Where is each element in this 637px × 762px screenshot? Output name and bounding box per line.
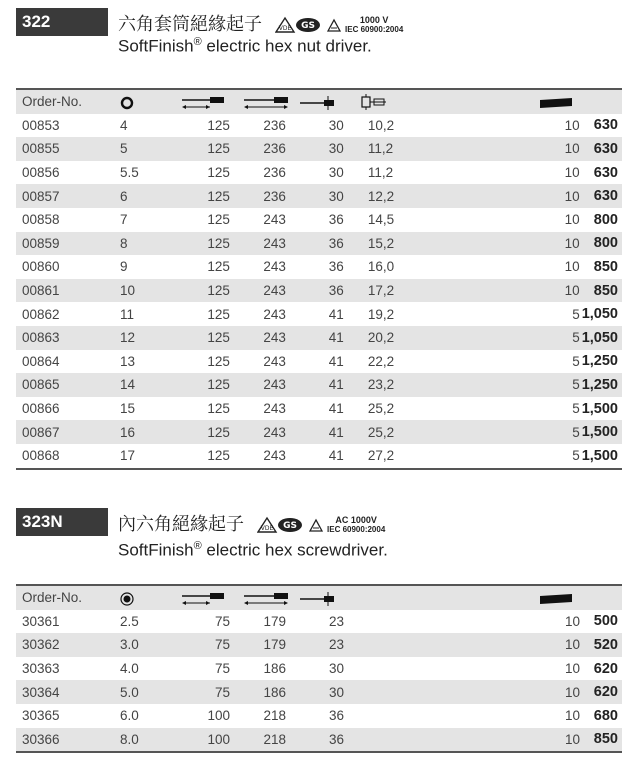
hex-size-cell: 13 — [119, 353, 135, 369]
svg-text:VDE: VDE — [260, 525, 274, 533]
depth-cell: 41 — [328, 353, 344, 369]
insulation-triangle-icon — [327, 18, 341, 32]
hex-size-cell: 11 — [119, 306, 134, 322]
table-row — [16, 184, 622, 208]
diameter-cell: 12,2 — [358, 184, 538, 208]
quantity-cell: 5 — [572, 448, 580, 464]
price-cell: 1,050 — [582, 326, 622, 350]
depth-cell: 41 — [328, 306, 344, 322]
hex-size-cell: 8.0 — [120, 728, 182, 753]
vde-gs-icon — [275, 16, 325, 34]
total-length-cell: 243 — [244, 279, 300, 303]
price-cell: 620 — [582, 680, 622, 704]
diameter-cell: 23,2 — [358, 373, 538, 397]
price-cell: 630 — [582, 137, 622, 161]
diameter-cell — [358, 633, 538, 657]
depth-cell: 23 — [328, 613, 344, 629]
order-no-cell: 00862 — [22, 306, 60, 322]
diameter-cell: 16,0 — [367, 259, 395, 275]
depth-cell: 30 — [328, 117, 344, 133]
order-no-cell: 00855 — [16, 137, 120, 161]
quantity-cell: 5 — [538, 373, 582, 397]
hex-size-cell: 5 — [120, 137, 182, 161]
total-length-cell: 243 — [263, 306, 286, 322]
order-no-cell: 00859 — [16, 232, 120, 256]
hex-size-header — [120, 89, 182, 114]
total-length-icon — [244, 96, 290, 110]
socket-depth-icon — [300, 96, 336, 110]
total-length-cell: 243 — [263, 353, 286, 369]
quantity-cell: 10 — [564, 259, 580, 275]
total-length-cell: 243 — [263, 259, 286, 275]
price-cell: 630 — [593, 164, 618, 181]
package-qty-icon — [538, 593, 574, 605]
blade-length-cell: 125 — [182, 184, 244, 208]
diameter-cell: 14,5 — [367, 212, 395, 228]
order-no-cell: 00863 — [16, 326, 120, 350]
blade-length-cell: 125 — [207, 306, 230, 322]
price-cell: 630 — [582, 184, 622, 208]
order-no-cell: 00867 — [16, 420, 120, 444]
depth-cell: 41 — [300, 373, 358, 397]
hex-size-cell: 6.0 — [120, 708, 139, 724]
hex-size-cell: 8 — [120, 232, 182, 256]
table-row — [16, 114, 622, 138]
blade-length-cell: 125 — [182, 373, 244, 397]
svg-text:VDE: VDE — [278, 25, 292, 33]
total-length-cell: 236 — [263, 165, 286, 181]
price-cell: 1,500 — [581, 400, 618, 417]
order-no-cell: 30365 — [22, 708, 60, 724]
hex-size-cell: 9 — [119, 259, 128, 275]
diameter-cell: 17,2 — [358, 279, 538, 303]
price-cell: 1,250 — [582, 373, 622, 397]
table-row — [16, 137, 622, 161]
hex-size-cell: 15 — [119, 401, 135, 417]
tip-length-icon — [300, 592, 336, 606]
hex-size-cell: 2.5 — [120, 613, 139, 629]
tip-length-header — [300, 585, 358, 610]
hex-size-header — [120, 585, 182, 610]
quantity-cell: 10 — [564, 708, 580, 724]
hex-socket-icon — [120, 592, 134, 606]
blade-length-cell: 125 — [182, 326, 244, 350]
quantity-header — [538, 585, 582, 610]
table-row — [16, 279, 622, 303]
product-title-cn — [118, 510, 385, 536]
order-no-cell: 00858 — [22, 212, 60, 228]
order-no-cell: 00864 — [22, 353, 60, 369]
price-cell: 520 — [582, 633, 622, 657]
quantity-cell: 5 — [572, 401, 580, 417]
svg-text:GS: GS — [301, 21, 315, 32]
table-row — [16, 728, 622, 753]
table-row — [16, 680, 622, 704]
table-row — [16, 326, 622, 350]
table-row — [16, 633, 622, 657]
order-no-cell: 00865 — [16, 373, 120, 397]
order-no-cell: 30366 — [16, 728, 120, 753]
quantity-cell: 10 — [564, 117, 580, 133]
blade-length-cell: 125 — [207, 353, 230, 369]
title-cn-text: 六角套筒絕緣起子 — [118, 14, 262, 34]
price-cell: 500 — [593, 613, 618, 630]
diameter-cell: 11,2 — [358, 137, 538, 161]
table-row — [16, 444, 622, 469]
diameter-cell: 25,2 — [358, 420, 538, 444]
order-no-cell: 00868 — [22, 448, 60, 464]
quantity-cell: 10 — [538, 137, 582, 161]
diameter-cell: 20,2 — [358, 326, 538, 350]
blade-length-cell: 125 — [182, 232, 244, 256]
order-no-header: Order-No. — [16, 89, 120, 114]
quantity-cell: 5 — [538, 420, 582, 444]
product-code-badge: 323N — [16, 508, 108, 536]
quantity-cell: 5 — [572, 306, 580, 322]
hex-size-cell: 5.5 — [119, 165, 139, 181]
diameter-cell: 19,2 — [367, 306, 395, 322]
quantity-cell: 10 — [538, 279, 582, 303]
table-row — [16, 302, 622, 326]
depth-cell: 30 — [300, 137, 358, 161]
table-row — [16, 255, 622, 279]
depth-cell: 30 — [300, 184, 358, 208]
total-length-cell: 243 — [263, 401, 286, 417]
price-cell: 1,050 — [581, 306, 618, 323]
depth-cell: 30 — [300, 680, 358, 704]
outer-diameter-header — [358, 89, 538, 114]
price-cell: 1,500 — [582, 420, 622, 444]
hex-size-cell: 7 — [119, 212, 128, 228]
depth-cell: 41 — [300, 420, 358, 444]
price-cell: 1,500 — [581, 447, 618, 464]
total-length-cell: 243 — [263, 212, 286, 228]
price-cell: 620 — [593, 660, 618, 677]
quantity-cell: 10 — [564, 661, 580, 677]
quantity-cell: 10 — [538, 184, 582, 208]
table-row — [16, 161, 622, 185]
blade-length-cell: 125 — [207, 259, 230, 275]
price-cell: 850 — [593, 258, 618, 275]
insulation-triangle-icon — [309, 518, 323, 532]
order-no-cell: 00853 — [22, 117, 60, 133]
price-cell: 680 — [593, 707, 618, 724]
price-cell: 1,250 — [581, 353, 618, 370]
hex-size-cell: 4.0 — [120, 661, 139, 677]
hex-size-cell: 4 — [119, 117, 128, 133]
order-no-cell: 00856 — [22, 165, 60, 181]
depth-cell: 36 — [300, 279, 358, 303]
price-header — [582, 585, 622, 610]
total-length-cell: 179 — [263, 613, 286, 629]
diameter-cell — [358, 680, 538, 704]
price-header — [582, 89, 622, 114]
total-length-cell: 179 — [244, 633, 300, 657]
quantity-cell: 10 — [538, 728, 582, 753]
hex-size-cell: 14 — [120, 373, 182, 397]
total-length-cell: 218 — [263, 708, 286, 724]
package-qty-icon — [538, 97, 574, 109]
voltage-rating: 1000 V IEC 60900:2004 — [345, 15, 404, 35]
hex-size-cell: 6 — [120, 184, 182, 208]
quantity-cell: 10 — [564, 165, 580, 181]
blade-length-cell: 125 — [207, 117, 230, 133]
price-cell: 800 — [582, 232, 622, 256]
total-length-cell: 236 — [244, 184, 300, 208]
table-row — [16, 373, 622, 397]
total-length-cell: 218 — [244, 728, 300, 753]
blade-length-cell: 100 — [182, 728, 244, 753]
depth-cell: 30 — [328, 661, 344, 677]
hex-size-cell: 3.0 — [120, 633, 182, 657]
quantity-cell: 10 — [564, 613, 580, 629]
depth-cell: 36 — [300, 232, 358, 256]
depth-cell: 36 — [300, 728, 358, 753]
total-length-cell: 243 — [244, 420, 300, 444]
hex-size-cell: 17 — [119, 448, 135, 464]
total-length-cell: 243 — [244, 373, 300, 397]
total-length-cell: 186 — [244, 680, 300, 704]
hex-size-cell: 12 — [120, 326, 182, 350]
certification-marks — [275, 16, 403, 34]
blade-length-cell: 125 — [207, 212, 230, 228]
order-no-header: Order-No. — [16, 585, 120, 610]
blade-length-cell: 75 — [214, 661, 230, 677]
order-no-cell: 00861 — [16, 279, 120, 303]
table-row — [16, 657, 622, 681]
total-length-header — [244, 89, 300, 114]
table-header — [16, 585, 622, 610]
diameter-cell — [358, 657, 538, 681]
diameter-cell: 27,2 — [367, 448, 395, 464]
table-row — [16, 420, 622, 444]
blade-length-icon — [182, 96, 226, 110]
price-cell: 850 — [582, 279, 622, 303]
total-length-header — [244, 585, 300, 610]
blade-length-cell: 75 — [182, 680, 244, 704]
diameter-cell — [358, 610, 538, 634]
total-length-cell: 236 — [263, 117, 286, 133]
table-row — [16, 232, 622, 256]
quantity-cell: 10 — [538, 633, 582, 657]
depth-cell: 41 — [328, 448, 344, 464]
quantity-cell: 5 — [538, 326, 582, 350]
blade-length-cell: 75 — [214, 613, 230, 629]
blade-length-cell: 75 — [182, 633, 244, 657]
svg-text:GS: GS — [283, 521, 297, 532]
diameter-cell: 22,2 — [367, 353, 395, 369]
ring-icon — [120, 96, 134, 110]
hex-size-cell: 10 — [120, 279, 182, 303]
depth-cell: 23 — [300, 633, 358, 657]
order-no-cell: 30361 — [22, 613, 60, 629]
total-length-cell: 243 — [263, 448, 286, 464]
empty-header — [358, 585, 538, 610]
table-row — [16, 704, 622, 728]
order-no-cell: 00860 — [22, 259, 60, 275]
certification-marks — [257, 516, 385, 534]
product-title-cn — [118, 10, 403, 36]
blade-length-header — [182, 89, 244, 114]
quantity-header — [538, 89, 582, 114]
depth-cell: 36 — [328, 708, 344, 724]
quantity-cell: 10 — [564, 212, 580, 228]
diameter-cell — [358, 704, 538, 728]
table-row — [16, 610, 622, 634]
product-table-323n — [16, 584, 622, 753]
depth-cell: 41 — [328, 401, 344, 417]
table-row — [16, 350, 622, 374]
diameter-cell: 10,2 — [367, 117, 395, 133]
blade-length-cell: 125 — [207, 165, 230, 181]
diameter-cell: 15,2 — [358, 232, 538, 256]
depth-cell: 30 — [328, 165, 344, 181]
total-length-icon — [244, 592, 290, 606]
diameter-cell: 11,2 — [367, 165, 394, 181]
depth-cell: 36 — [328, 212, 344, 228]
order-no-cell: 30364 — [16, 680, 120, 704]
quantity-cell: 10 — [538, 680, 582, 704]
total-length-cell: 236 — [244, 137, 300, 161]
diameter-cell: 25,2 — [367, 401, 395, 417]
order-no-cell: 30362 — [16, 633, 120, 657]
socket-depth-header — [300, 89, 358, 114]
vde-gs-icon — [257, 516, 307, 534]
voltage-rating: AC 1000V IEC 60900:2004 — [327, 515, 386, 535]
depth-cell: 36 — [328, 259, 344, 275]
quantity-cell: 5 — [572, 353, 580, 369]
price-cell: 630 — [593, 117, 618, 134]
blade-length-header — [182, 585, 244, 610]
order-no-cell: 00866 — [22, 401, 60, 417]
product-title-en: SoftFinish® electric hex screwdriver. — [118, 540, 388, 560]
quantity-cell: 10 — [538, 232, 582, 256]
product-title-en: SoftFinish® electric hex nut driver. — [118, 36, 372, 56]
table-row — [16, 397, 622, 421]
total-length-cell: 243 — [244, 326, 300, 350]
order-no-cell: 30363 — [22, 661, 60, 677]
hex-size-cell: 5.0 — [120, 680, 182, 704]
blade-length-icon — [182, 592, 226, 606]
diameter-cell — [358, 728, 538, 753]
blade-length-cell: 125 — [207, 401, 230, 417]
title-cn-text: 內六角絕緣起子 — [118, 514, 244, 534]
product-table-322 — [16, 88, 622, 470]
blade-length-cell: 125 — [182, 420, 244, 444]
total-length-cell: 243 — [244, 232, 300, 256]
hex-size-cell: 16 — [120, 420, 182, 444]
price-cell: 800 — [593, 211, 618, 228]
order-no-cell: 00857 — [16, 184, 120, 208]
product-code-badge: 322 — [16, 8, 108, 36]
socket-diameter-icon — [358, 94, 388, 110]
table-row — [16, 208, 622, 232]
blade-length-cell: 125 — [182, 279, 244, 303]
total-length-cell: 186 — [263, 661, 286, 677]
blade-length-cell: 100 — [207, 708, 230, 724]
table-header — [16, 89, 622, 114]
price-cell: 850 — [582, 728, 622, 753]
depth-cell: 41 — [300, 326, 358, 350]
blade-length-cell: 125 — [182, 137, 244, 161]
blade-length-cell: 125 — [207, 448, 230, 464]
